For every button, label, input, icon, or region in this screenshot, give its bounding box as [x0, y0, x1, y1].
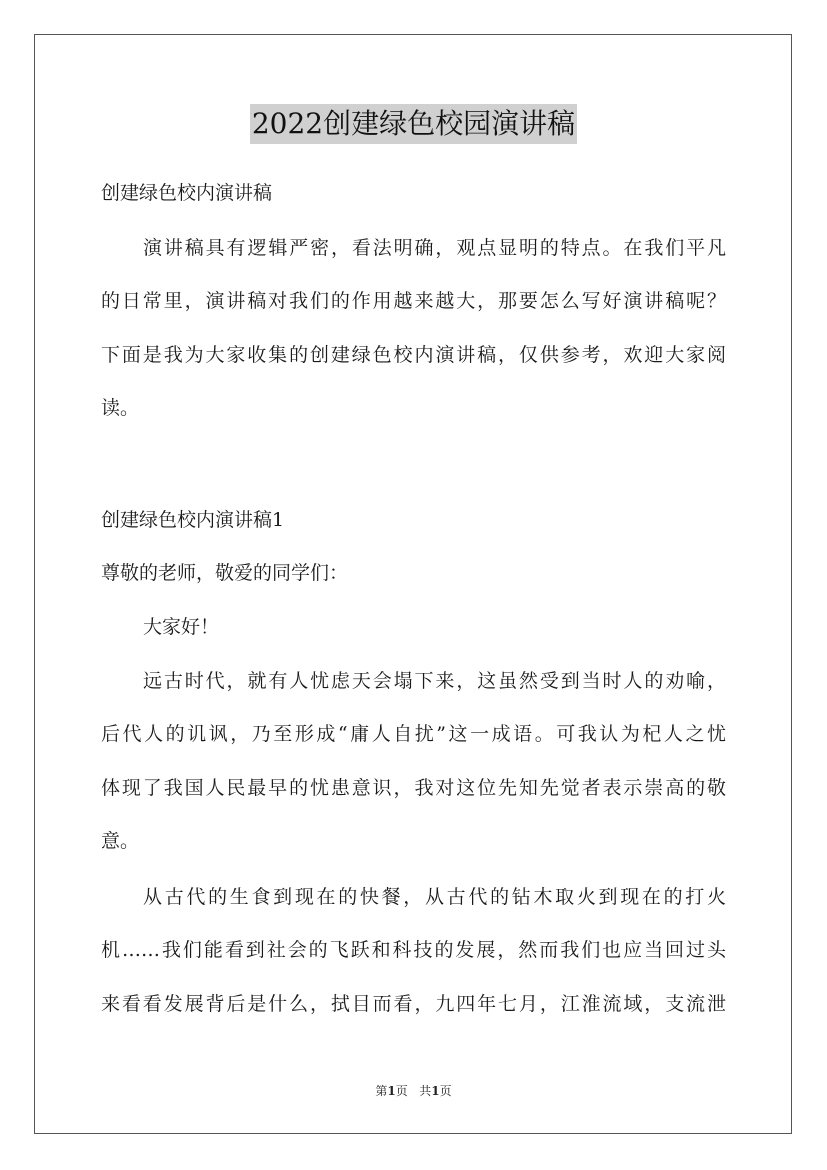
salutation: 尊敬的老师，敬爱的同学们： [101, 562, 349, 584]
paragraph2-line-3: 来看看发展背后是什么，拭目而看，九四年七月，江淮流域，支流泄 [101, 993, 726, 1015]
paragraph2-line-2: 机……我们能看到社会的飞跃和科技的发展，然而我们也应当回过头 [101, 939, 726, 961]
total-prefix: 共 [419, 1084, 432, 1098]
document-title: 2022创建绿色校园演讲稿 [250, 104, 577, 144]
paragraph1-line-3: 体现了我国人民最早的忧患意识，我对这位先知先觉者表示崇高的敬 [101, 777, 726, 799]
paragraph1-line-1: 远古时代，就有人忧虑天会塌下来，这虽然受到当时人的劝喻， [143, 670, 726, 692]
intro-line-2: 的日常里，演讲稿对我们的作用越来越大，那要怎么写好演讲稿呢？ [101, 290, 726, 312]
intro-line-3: 下面是我为大家收集的创建绿色校内演讲稿，仅供参考，欢迎大家阅 [101, 344, 726, 366]
total-page-number: 1 [431, 1084, 440, 1098]
total-suffix: 页 [439, 1084, 452, 1098]
greeting: 大家好！ [143, 616, 220, 638]
paragraph1-line-2: 后代人的讥讽，乃至形成“庸人自扰”这一成语。可我认为杞人之忧 [101, 723, 726, 745]
intro-line-1: 演讲稿具有逻辑严密，看法明确，观点显明的特点。在我们平凡 [143, 237, 726, 259]
paragraph1-line-4: 意。 [101, 830, 140, 852]
page-prefix: 第 [375, 1084, 388, 1098]
current-page-number: 1 [387, 1084, 396, 1098]
page-footer [0, 1083, 827, 1099]
document-subtitle: 创建绿色校内演讲稿 [101, 182, 273, 204]
page-suffix: 页 [395, 1084, 408, 1098]
section-heading: 创建绿色校内演讲稿1 [101, 509, 285, 531]
intro-line-4: 读。 [101, 397, 140, 419]
title-container [0, 104, 827, 144]
paragraph2-line-1: 从古代的生食到现在的快餐，从古代的钻木取火到现在的打火 [143, 886, 726, 908]
